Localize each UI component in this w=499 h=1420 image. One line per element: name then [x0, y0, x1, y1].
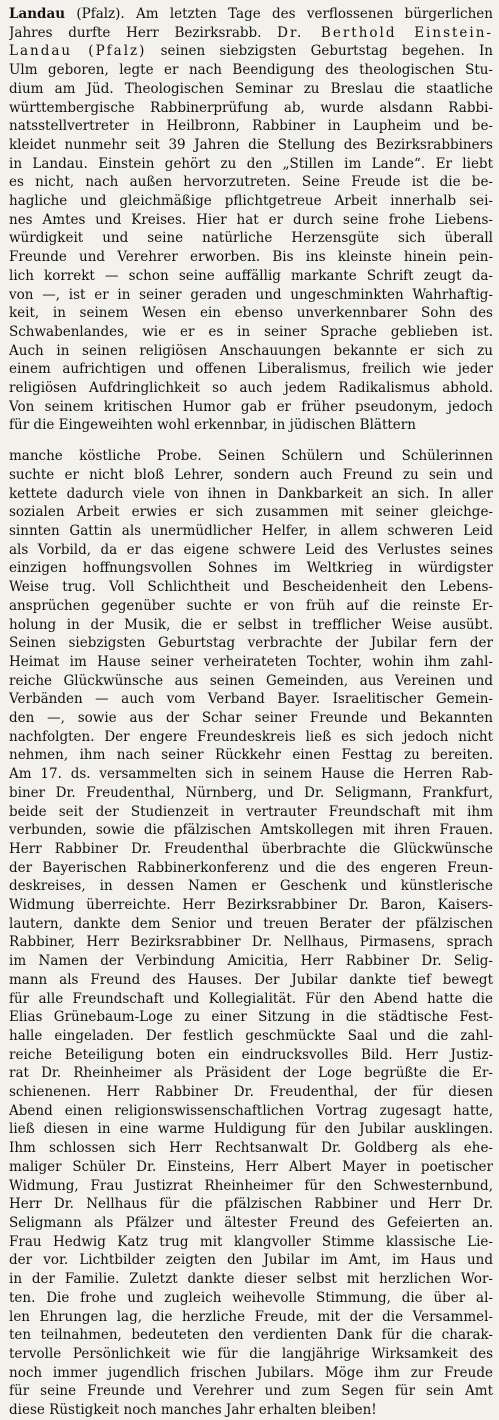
text-segment: noch immer jugendlich frischen Jubilars. Möge ihm zur Freude	[9, 1364, 493, 1381]
text-line	[9, 416, 493, 435]
text-line	[9, 1289, 493, 1308]
text-segment: ließ diesen in eine warme Huldigung für den Jubilar ausklingen.	[9, 1121, 493, 1138]
text-segment: einem aufrichtigen und offenen Liberalismus, freilich wie jeder	[9, 361, 493, 378]
text-segment: in Landau. Einstein gehört zu den „Stillen im Lande“. Er liebt	[9, 155, 493, 172]
text-segment: maliger Schüler Dr. Einsteins, Herr Albert Mayer in poetischer	[9, 1158, 493, 1175]
text-segment: sozialen Arbeit erwies er sich zusammen mit seiner gleichge-	[9, 504, 493, 521]
article-paragraph	[9, 447, 493, 1420]
text-segment: für die Eingeweihten wohl erkennbar, in jüdischen Blättern	[9, 417, 416, 434]
text-segment: würdigkeit und seine natürliche Herzensgüte sich überall	[9, 230, 493, 247]
text-line	[9, 173, 493, 192]
text-segment: Herr Rabbiner Dr. Freudenthal überbrachte die Glückwünsche	[9, 840, 493, 857]
text-line	[9, 1345, 493, 1364]
text-segment: als Vorbild, da er das eigene schwere Leid des Verlustes seines	[9, 541, 493, 558]
text-line	[9, 323, 493, 342]
text-segment: Abend einen religionswissenschaftlichen Vortrag zugesagt hatte,	[9, 1102, 493, 1119]
text-line	[9, 1008, 493, 1027]
text-segment: Weise trug. Voll Schlichtheit und Bescheidenheit den Lebens-	[9, 579, 493, 596]
text-segment: manche köstliche Probe. Seinen Schülern und Schülerinnen	[9, 448, 493, 465]
text-line	[9, 803, 493, 822]
text-segment: lich korrekt — schon seine auffällig markante Schrift zeugt da-	[9, 267, 493, 284]
text-segment: diese Rüstigkeit noch manches Jahr erhalten bleiben!	[9, 1402, 377, 1419]
text-segment: der vor. Lichtbilder zeigten den Jubilar im Amt, im Haus und	[9, 1252, 493, 1269]
text-line	[9, 1364, 493, 1383]
text-segment: kettete dadurch viele von ihnen in Dankbarkeit an sich. In aller	[9, 485, 493, 502]
text-line	[9, 485, 493, 504]
text-line	[9, 1195, 493, 1214]
text-segment: natsstellvertreter in Heilbronn, Rabbiner in Laupheim und be-	[9, 118, 493, 135]
text-line	[9, 728, 493, 747]
text-segment: Rabbiner, Herr Bezirksrabbiner Dr. Nellhaus, Pirmasens, sprach	[9, 934, 493, 951]
article-paragraph	[9, 5, 493, 435]
text-segment: hagliche und gleichmäßige pflichtgetreue Arbeit innerhalb sei-	[9, 193, 493, 210]
text-line	[9, 1177, 493, 1196]
text-segment: Frau Hedwig Katz trug mit klangvoller Stimme klassische Lie-	[9, 1233, 493, 1250]
text-line	[9, 1064, 493, 1083]
text-segment: dium am Jüd. Theologischen Seminar zu Breslau die staatliche	[9, 80, 493, 97]
text-segment: Herr Dr. Nellhaus für die pfälzischen Rabbiner und Herr Dr.	[9, 1196, 493, 1213]
text-segment: von —, ist er in seiner geraden und ungeschminkten Wahrhaftig-	[9, 286, 493, 303]
text-line	[9, 360, 493, 379]
text-segment: halle eingeladen. Der festlich geschmückte Saal und die zahl-	[9, 1027, 493, 1044]
text-line	[9, 616, 493, 635]
text-segment: beide seit der Studienzeit in vertrauter Freundschaft mit ihm	[9, 803, 493, 820]
text-line	[9, 1083, 493, 1102]
text-segment: Heimat im Hause seiner verheirateten Tochter, wohin ihm zahl-	[9, 653, 493, 670]
text-line	[9, 61, 493, 80]
text-line	[9, 915, 493, 934]
text-segment: Ihm schlossen sich Herr Rechtsanwalt Dr. Goldberg als ehe-	[9, 1140, 493, 1157]
text-line	[9, 559, 493, 578]
text-line	[9, 1251, 493, 1270]
text-segment: lautern, dankte dem Senior und treuen Berater der pfälzischen	[9, 915, 493, 932]
text-line	[9, 634, 493, 653]
text-segment: es nicht, nach außen hervorzutreten. Seine Freude ist die be-	[9, 174, 493, 191]
text-segment: der Bayerischen Rabbinerkonferenz und die des engeren Freun-	[9, 859, 493, 876]
text-segment: holung in der Musik, die er selbst in trefflicher Weise ausübt.	[9, 616, 493, 633]
text-segment: Auch in seinen religiösen Anschauungen bekannte er sich zu	[9, 342, 493, 359]
text-segment: (Pfalz). Am letzten Tage des verflossenen bürgerlichen	[65, 6, 493, 22]
text-line	[9, 1046, 493, 1065]
text-line	[9, 286, 493, 305]
text-segment: reiche Glückwünsche aus seinen Gemeinden, aus Vereinen und	[9, 672, 493, 689]
text-line	[9, 522, 493, 541]
text-line	[9, 1326, 493, 1345]
text-line	[9, 746, 493, 765]
text-line	[9, 1233, 493, 1252]
text-segment: Widmung, Frau Justizrat Rheinheimer für den Schwesternbund,	[9, 1177, 493, 1194]
text-line	[9, 690, 493, 709]
text-segment: für seine Freunde und Verehrer und zum Segen für sein Amt	[9, 1383, 493, 1400]
text-line	[9, 42, 493, 61]
text-line	[9, 99, 493, 118]
text-segment: keit, in seinem Wesen ein ebenso unverkennbarer Sohn des	[9, 305, 493, 322]
text-segment: Von seinem kritischen Humor gab er früher pseudonym, jedoch	[9, 398, 493, 415]
text-segment: tervolle Persönlichkeit wie für die langjährige Wirksamkeit des	[9, 1345, 493, 1362]
text-segment: Widmung überreichte. Herr Bezirksrabbiner Dr. Baron, Kaisers-	[9, 897, 493, 914]
text-line	[9, 971, 493, 990]
text-line	[9, 784, 493, 803]
text-segment: schienenen. Herr Rabbiner Dr. Freudenthal, der für diesen	[9, 1084, 493, 1101]
text-segment: im Namen der Verbindung Amicitia, Herr Rabbiner Dr. Selig-	[9, 953, 493, 970]
text-line	[9, 192, 493, 211]
text-segment: einzigen hoffnungsvollen Sohnes im Weltkrieg in würdigster	[9, 560, 493, 577]
text-line	[9, 1308, 493, 1327]
text-segment: für alle Freundschaft und Kollegialität. Für den Abend hatte die	[9, 990, 493, 1007]
text-line	[9, 821, 493, 840]
text-line	[9, 379, 493, 398]
text-line	[9, 155, 493, 174]
text-segment: ten. Die frohe und zugleich weihevolle Stimmung, die über al-	[9, 1289, 493, 1306]
text-segment: rat Dr. Rheinheimer als Präsident der Loge begrüßte die Er-	[9, 1065, 493, 1082]
text-line	[9, 1139, 493, 1158]
text-line	[9, 503, 493, 522]
text-line	[9, 1158, 493, 1177]
text-line	[9, 952, 493, 971]
text-segment: Elias Grünebaum-Loge zu einer Sitzung in die städtische Fest-	[9, 1009, 493, 1026]
text-segment: Verbänden — auch vom Verband Bayer. Israelitischer Gemein-	[9, 691, 493, 708]
text-segment: ansprüchen gegenüber suchte er von früh auf die reinste Er-	[9, 597, 493, 614]
text-segment: Schwabenlandes, wie er es in seiner Sprache geblieben ist.	[9, 323, 493, 340]
text-line	[9, 541, 493, 560]
text-line	[9, 709, 493, 728]
text-line	[9, 136, 493, 155]
text-line	[9, 447, 493, 466]
text-line	[9, 80, 493, 99]
text-line	[9, 597, 493, 616]
text-segment: Jahres durfte Herr Bezirksrabb.	[9, 24, 278, 41]
text-line	[9, 24, 493, 43]
text-segment: nehmen, ihm nach seiner Rückkehr einen Festtag zu bereiten.	[9, 747, 493, 764]
text-segment: suchte er nicht bloß Lehrer, sondern auch Freund zu sein und	[9, 466, 493, 483]
text-line	[9, 653, 493, 672]
dateline-place: Landau	[9, 6, 66, 22]
text-line	[9, 229, 493, 248]
text-line	[9, 672, 493, 691]
text-segment: ten teilnahmen, bedeuteten den verdienten Dank für die charak-	[9, 1327, 493, 1344]
text-line	[9, 248, 493, 267]
text-segment: seinen siebzigsten Geburtstag begehen. In	[146, 43, 493, 60]
text-segment: kleidet nunmehr seit 39 Jahren die Stellung des Bezirksrabbiners	[9, 136, 493, 153]
text-segment: len Ehrungen lag, die herzliche Freude, mit der die Versammel-	[9, 1308, 493, 1325]
text-segment: deskreises, in dessen Namen er Geschenk und künstlerische	[9, 878, 493, 895]
text-line	[9, 859, 493, 878]
text-line	[9, 933, 493, 952]
text-segment: biner Dr. Freudenthal, Nürnberg, und Dr. Seligmann, Frankfurt,	[9, 784, 493, 801]
text-segment: verbunden, sowie die pfälzischen Amtskollegen mit ihren Frauen.	[9, 822, 493, 839]
text-line	[9, 466, 493, 485]
article-body	[9, 5, 493, 1420]
text-line	[9, 1214, 493, 1233]
text-line	[9, 896, 493, 915]
text-segment: mann als Freund des Hauses. Der Jubilar dankte tief bewegt	[9, 971, 493, 988]
text-line	[9, 211, 493, 230]
text-segment: Ulm geboren, legte er nach Beendigung des theologischen Stu-	[9, 62, 493, 79]
text-segment: württembergische Rabbinerprüfung ab, wurde alsdann Rabbi-	[9, 99, 493, 116]
text-segment: Freunde und Verehrer erworben. Bis ins kleinste hinein pein-	[9, 249, 493, 266]
text-line	[9, 1382, 493, 1401]
text-segment: sinnten Gattin als unermüdlicher Helfer, in allem schweren Leid	[9, 522, 493, 539]
text-line	[9, 578, 493, 597]
text-line	[9, 990, 493, 1009]
text-line	[9, 1102, 493, 1121]
emphasized-name: Dr. Berthold Einstein-	[277, 24, 493, 41]
text-segment: Am 17. ds. versammelten sich in seinem Hause die Herren Rab-	[9, 766, 493, 783]
text-line	[9, 877, 493, 896]
text-line	[9, 398, 493, 417]
text-segment: nachfolgten. Der engere Freundeskreis ließ es sich jedoch nicht	[9, 728, 493, 745]
emphasized-name: Landau (Pfalz)	[9, 43, 147, 60]
text-segment: nes Amtes und Kreises. Hier hat er durch seine frohe Liebens-	[9, 211, 493, 228]
text-line	[9, 840, 493, 859]
text-segment: Seinen siebzigsten Geburtstag verbrachte der Jubilar fern der	[9, 635, 493, 652]
text-line	[9, 1120, 493, 1139]
text-segment: Seligmann als Pfälzer und ältester Freund des Gefeierten an.	[9, 1215, 493, 1231]
text-line	[9, 342, 493, 361]
text-line	[9, 267, 493, 286]
text-line	[9, 1027, 493, 1046]
text-line	[9, 765, 493, 784]
text-segment: den —, sowie aus der Schar seiner Freunde und Bekannten	[9, 710, 493, 727]
text-segment: reiche Beteiligung boten ein eindrucksvolles Bild. Herr Justiz-	[9, 1046, 493, 1063]
text-segment: religiösen Aufdringlichkeit so auch jedem Radikalismus abhold.	[9, 380, 493, 397]
text-line	[9, 117, 493, 136]
text-line	[9, 1401, 493, 1420]
text-segment: in der Familie. Zuletzt dankte dieser selbst mit herzlichen Wor-	[9, 1271, 493, 1288]
text-line	[9, 1270, 493, 1289]
text-line	[9, 304, 493, 323]
text-line	[9, 5, 493, 24]
